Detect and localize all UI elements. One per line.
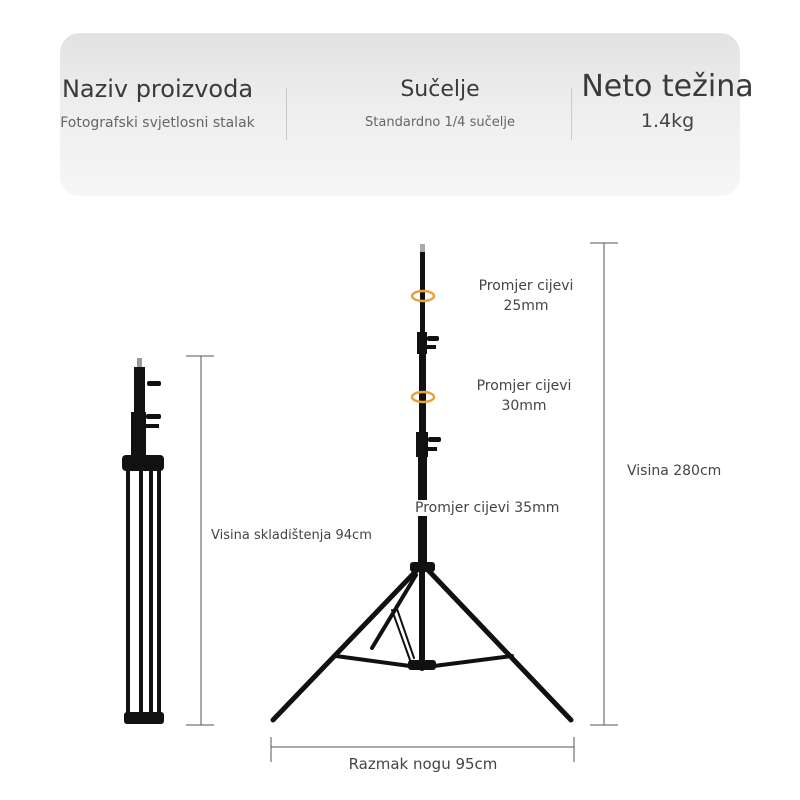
spec-title: Sučelje [400, 77, 480, 102]
leg-span-label: Razmak nogu 95cm [344, 755, 502, 773]
height-label: Visina 280cm [624, 463, 724, 479]
tube-30mm-label: Promjer cijevi 30mm [466, 376, 582, 416]
storage-height-label: Visina skladištenja 94cm [208, 528, 375, 543]
spec-title: Neto težina [581, 69, 754, 104]
height-dimension [590, 243, 618, 725]
tube-25mm-label: Promjer cijevi 25mm [468, 276, 584, 316]
folded-stand [122, 358, 164, 724]
spec-value: Fotografski svjetlosni stalak [60, 115, 255, 131]
spec-value: Standardno 1/4 sučelje [365, 115, 515, 130]
spec-value: 1.4kg [640, 110, 695, 132]
spec-title: Naziv proizvoda [61, 75, 254, 103]
tube-35mm-label: Promjer cijevi 35mm [412, 500, 562, 516]
